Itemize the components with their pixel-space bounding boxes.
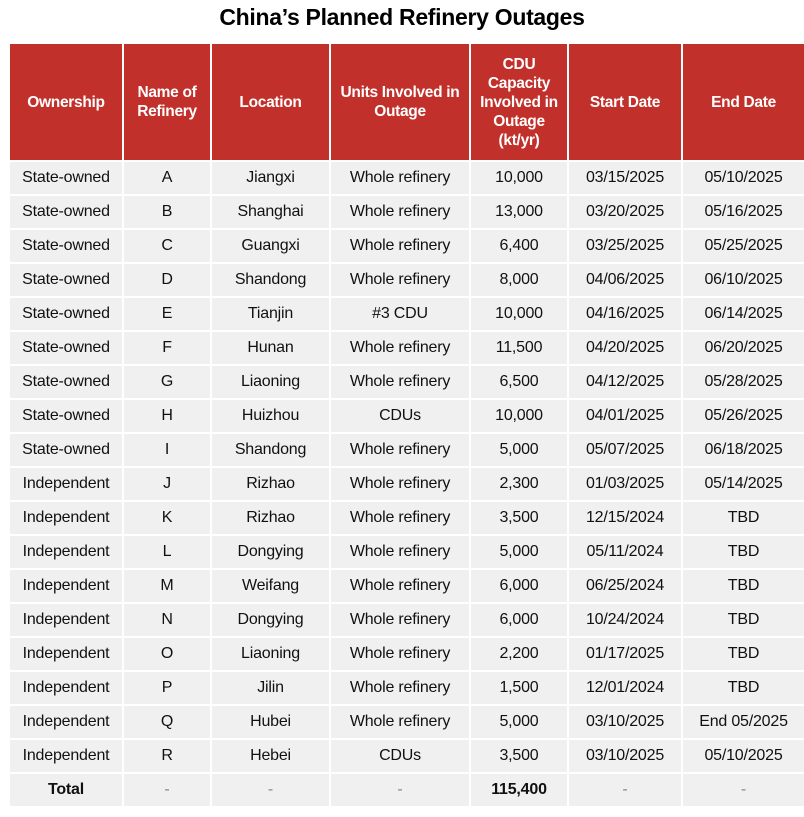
cell-ownership: Independent [10,706,122,738]
cell-start-date: 03/25/2025 [569,230,681,262]
cell-cdu-capacity: 11,500 [471,332,567,364]
cell-cdu-capacity: 6,400 [471,230,567,262]
cell-cdu-capacity: 10,000 [471,400,567,432]
cell-end-date: 05/28/2025 [683,366,804,398]
total-cdu-capacity: 115,400 [471,774,567,806]
header-row [10,44,804,160]
cell-end-date: TBD [683,672,804,704]
cell-start-date: 04/01/2025 [569,400,681,432]
cell-location: Dongying [212,604,329,636]
cell-cdu-capacity: 2,200 [471,638,567,670]
cell-units-involved: Whole refinery [331,638,469,670]
header-location: Location [212,44,329,160]
cell-ownership: State-owned [10,196,122,228]
cell-location: Shandong [212,264,329,296]
cell-end-date: 05/10/2025 [683,162,804,194]
cell-location: Shandong [212,434,329,466]
cell-ownership: State-owned [10,264,122,296]
cell-location: Dongying [212,536,329,568]
table-row [10,162,804,194]
total-units-involved: - [331,774,469,806]
cell-end-date: 06/18/2025 [683,434,804,466]
cell-end-date: TBD [683,638,804,670]
cell-units-involved: Whole refinery [331,570,469,602]
table-row [10,638,804,670]
cell-units-involved: Whole refinery [331,672,469,704]
table-row [10,468,804,500]
cell-location: Rizhao [212,468,329,500]
cell-start-date: 05/11/2024 [569,536,681,568]
cell-ownership: Independent [10,604,122,636]
cell-ownership: State-owned [10,162,122,194]
cell-units-involved: CDUs [331,740,469,772]
table-row [10,366,804,398]
cell-end-date: 05/10/2025 [683,740,804,772]
cell-start-date: 04/20/2025 [569,332,681,364]
header-name-of-refinery: Name of Refinery [124,44,210,160]
cell-refinery-name: J [124,468,210,500]
header-cdu-capacity: CDU Capacity Involved in Outage (kt/yr) [471,44,567,160]
total-start-date: - [569,774,681,806]
cell-end-date: TBD [683,536,804,568]
cell-end-date: TBD [683,502,804,534]
cell-units-involved: Whole refinery [331,366,469,398]
cell-ownership: State-owned [10,230,122,262]
table-row [10,230,804,262]
cell-refinery-name: L [124,536,210,568]
cell-cdu-capacity: 2,300 [471,468,567,500]
cell-refinery-name: H [124,400,210,432]
cell-units-involved: Whole refinery [331,264,469,296]
cell-location: Jiangxi [212,162,329,194]
cell-start-date: 01/03/2025 [569,468,681,500]
cell-start-date: 01/17/2025 [569,638,681,670]
cell-ownership: State-owned [10,366,122,398]
table-row [10,196,804,228]
cell-units-involved: Whole refinery [331,434,469,466]
cell-ownership: Independent [10,468,122,500]
total-row [10,774,804,806]
table-row [10,332,804,364]
cell-location: Hubei [212,706,329,738]
cell-cdu-capacity: 13,000 [471,196,567,228]
cell-location: Tianjin [212,298,329,330]
cell-refinery-name: D [124,264,210,296]
cell-location: Shanghai [212,196,329,228]
table-row [10,536,804,568]
cell-units-involved: Whole refinery [331,230,469,262]
cell-ownership: State-owned [10,434,122,466]
cell-start-date: 04/16/2025 [569,298,681,330]
cell-refinery-name: G [124,366,210,398]
header-units-involved: Units Involved in Outage [331,44,469,160]
cell-refinery-name: B [124,196,210,228]
cell-location: Huizhou [212,400,329,432]
cell-location: Hunan [212,332,329,364]
cell-ownership: Independent [10,570,122,602]
cell-cdu-capacity: 10,000 [471,298,567,330]
cell-start-date: 03/15/2025 [569,162,681,194]
cell-location: Liaoning [212,366,329,398]
cell-start-date: 12/01/2024 [569,672,681,704]
table-row [10,706,804,738]
cell-end-date: End 05/2025 [683,706,804,738]
cell-location: Weifang [212,570,329,602]
cell-location: Rizhao [212,502,329,534]
table-row [10,740,804,772]
cell-refinery-name: A [124,162,210,194]
refinery-outages-table [8,42,804,808]
cell-units-involved: Whole refinery [331,604,469,636]
cell-refinery-name: F [124,332,210,364]
cell-cdu-capacity: 6,500 [471,366,567,398]
cell-units-involved: Whole refinery [331,502,469,534]
table-row [10,672,804,704]
cell-units-involved: Whole refinery [331,468,469,500]
cell-ownership: Independent [10,740,122,772]
cell-units-involved: Whole refinery [331,536,469,568]
cell-start-date: 03/10/2025 [569,706,681,738]
cell-start-date: 10/24/2024 [569,604,681,636]
cell-ownership: State-owned [10,298,122,330]
table-row [10,400,804,432]
cell-end-date: 06/10/2025 [683,264,804,296]
table-row [10,502,804,534]
table-row [10,604,804,636]
cell-ownership: Independent [10,638,122,670]
cell-ownership: Independent [10,536,122,568]
total-refinery-name: - [124,774,210,806]
cell-refinery-name: Q [124,706,210,738]
cell-units-involved: #3 CDU [331,298,469,330]
cell-end-date: 06/20/2025 [683,332,804,364]
cell-start-date: 04/12/2025 [569,366,681,398]
cell-cdu-capacity: 5,000 [471,706,567,738]
cell-units-involved: Whole refinery [331,332,469,364]
cell-end-date: 05/26/2025 [683,400,804,432]
cell-refinery-name: I [124,434,210,466]
cell-units-involved: Whole refinery [331,162,469,194]
cell-cdu-capacity: 3,500 [471,502,567,534]
cell-start-date: 03/20/2025 [569,196,681,228]
total-end-date: - [683,774,804,806]
cell-ownership: State-owned [10,400,122,432]
cell-start-date: 06/25/2024 [569,570,681,602]
cell-end-date: 05/14/2025 [683,468,804,500]
cell-refinery-name: O [124,638,210,670]
cell-start-date: 12/15/2024 [569,502,681,534]
cell-cdu-capacity: 10,000 [471,162,567,194]
cell-refinery-name: E [124,298,210,330]
cell-cdu-capacity: 6,000 [471,604,567,636]
cell-cdu-capacity: 1,500 [471,672,567,704]
header-ownership: Ownership [10,44,122,160]
cell-start-date: 04/06/2025 [569,264,681,296]
cell-end-date: TBD [683,604,804,636]
cell-location: Hebei [212,740,329,772]
header-start-date: Start Date [569,44,681,160]
table-row [10,434,804,466]
cell-end-date: 05/16/2025 [683,196,804,228]
cell-cdu-capacity: 3,500 [471,740,567,772]
cell-end-date: 05/25/2025 [683,230,804,262]
cell-refinery-name: R [124,740,210,772]
cell-ownership: Independent [10,502,122,534]
cell-refinery-name: N [124,604,210,636]
table-row [10,264,804,296]
cell-refinery-name: M [124,570,210,602]
cell-refinery-name: C [124,230,210,262]
cell-refinery-name: P [124,672,210,704]
total-label: Total [10,774,122,806]
cell-location: Liaoning [212,638,329,670]
cell-start-date: 03/10/2025 [569,740,681,772]
table-row [10,298,804,330]
cell-units-involved: Whole refinery [331,196,469,228]
cell-location: Guangxi [212,230,329,262]
header-end-date: End Date [683,44,804,160]
cell-end-date: 06/14/2025 [683,298,804,330]
cell-end-date: TBD [683,570,804,602]
cell-ownership: State-owned [10,332,122,364]
total-location: - [212,774,329,806]
cell-cdu-capacity: 6,000 [471,570,567,602]
cell-cdu-capacity: 8,000 [471,264,567,296]
table-row [10,570,804,602]
cell-refinery-name: K [124,502,210,534]
page-title: China’s Planned Refinery Outages [219,4,585,30]
cell-cdu-capacity: 5,000 [471,536,567,568]
cell-location: Jilin [212,672,329,704]
cell-units-involved: Whole refinery [331,706,469,738]
cell-cdu-capacity: 5,000 [471,434,567,466]
cell-start-date: 05/07/2025 [569,434,681,466]
cell-ownership: Independent [10,672,122,704]
cell-units-involved: CDUs [331,400,469,432]
